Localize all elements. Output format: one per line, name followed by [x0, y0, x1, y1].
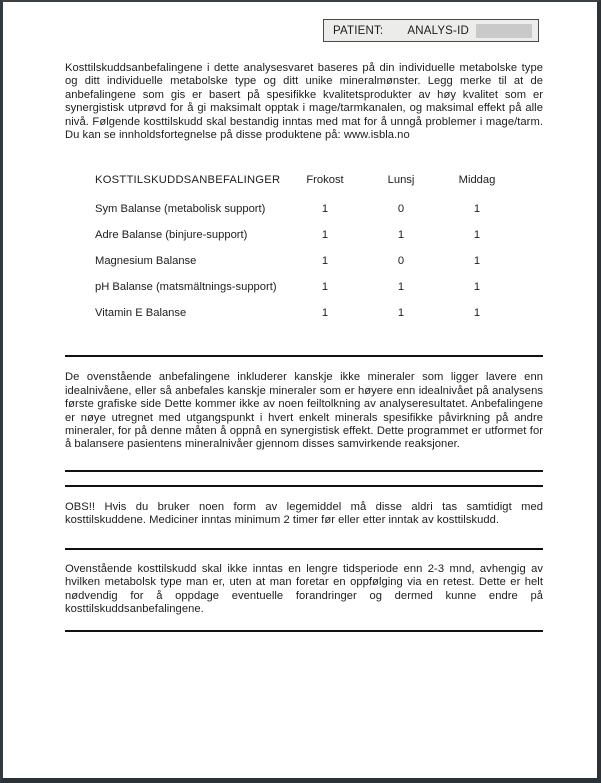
- value-middag: 1: [473, 307, 481, 320]
- table-row: [95, 229, 515, 255]
- spacer: [65, 452, 543, 470]
- spacer: [65, 319, 543, 355]
- value-frokost: 1: [321, 281, 329, 294]
- analys-id-redaction: [476, 24, 532, 38]
- value-lunsj: 1: [397, 307, 405, 320]
- table-header-row: [95, 174, 515, 203]
- spacer: [65, 528, 543, 548]
- column-header-lunsj: Lunsj: [387, 174, 415, 187]
- supplement-name: Vitamin E Balanse: [95, 307, 187, 320]
- spacer: [65, 472, 543, 485]
- table-row: [95, 255, 515, 281]
- spacer: [65, 487, 543, 501]
- patient-id-box: [323, 19, 539, 42]
- supplement-name: Adre Balanse (binjure-support): [95, 229, 248, 242]
- document-header: [3, 19, 597, 42]
- spacer: [65, 616, 543, 630]
- recommendations-table: [95, 174, 515, 319]
- duration-paragraph: Ovenstående kosttilskudd skal ikke inntas en lengre tidsperiode enn 2-3 mnd, avhengig av hvilken metabolsk type man er, uten at man foretar en oppfølging via en retest. Dette er helt nødvendig for å oppdage eventuelle forandringer og dermed kunne endre på kosttilskuddsanbefalingene.: [65, 562, 543, 615]
- spacer: [65, 357, 543, 371]
- document-body: [65, 62, 543, 632]
- minerals-paragraph: De ovenstående anbefalingene inkluderer kanskje ikke mineraler som ligger lavere enn idealnivåene, eller så anbefales kanskje mineraler som er høyere enn idealnivået på analysens første grafiske side Dette kommer ikke av noen feiltolkning av analyseresultatet. Anbefalingene er nøye utregnet med utgangspunkt i hvert enkelt minerals spesifikke påvirkning på andre mineraler, for på denne måten å oppnå en synergistisk effekt. Dette programmet er utformet for å balansere pasientens mineralnivåer gjennom disses samvirkende reaksjoner.: [65, 371, 543, 451]
- spacer: [65, 550, 543, 563]
- supplement-name: Magnesium Balanse: [95, 255, 197, 268]
- recommendations-table-wrap: [95, 174, 515, 319]
- value-frokost: 1: [321, 255, 329, 268]
- value-frokost: 1: [321, 229, 329, 242]
- value-frokost: 1: [321, 307, 329, 320]
- value-lunsj: 1: [397, 229, 405, 242]
- supplement-name: pH Balanse (matsmältnings-support): [95, 281, 277, 294]
- column-header-frokost: Frokost: [306, 174, 344, 187]
- value-middag: 1: [473, 255, 481, 268]
- value-lunsj: 1: [397, 281, 405, 294]
- value-middag: 1: [473, 203, 481, 216]
- table-row: [95, 307, 515, 319]
- warning-paragraph: OBS!! Hvis du bruker noen form av legemiddel må disse aldri tas samtidigt med kosttilskuddene. Mediciner inntas minimum 2 timer før eller etter inntak av kosttilskudd.: [65, 500, 543, 527]
- analys-id-label: ANALYS-ID: [407, 24, 469, 37]
- section-divider-4: [65, 630, 543, 632]
- value-middag: 1: [473, 229, 481, 242]
- table-row: [95, 203, 515, 229]
- table-row: [95, 281, 515, 307]
- value-lunsj: 0: [397, 255, 405, 268]
- value-lunsj: 0: [397, 203, 405, 216]
- patient-label: PATIENT:: [332, 24, 384, 37]
- column-header-recommendations: KOSTTILSKUDDSANBEFALINGER: [95, 174, 281, 187]
- supplement-name: Sym Balanse (metabolisk support): [95, 203, 266, 216]
- value-frokost: 1: [321, 203, 329, 216]
- intro-paragraph: Kosttilskuddsanbefalingene i dette analysesvaret baseres på din individuelle metabolske type og ditt individuelle metabolske type og ditt unike mineralmønster. Legg merke til at de anbefalingene som gis er basert på spesifikke kvalitetsprodukter av høy kvalitet som er synergistisk utprøvd for å gi maksimalt opptak i mage/tarmkanalen, og maksimal effekt på alle nivå. Følgende kosttilskudd skal bestandig inntas med mat for å unngå problemer i mage/tarm. Du kan se innholdsfortegnelse på disse produktene på: www.isbla.no: [65, 62, 543, 142]
- value-middag: 1: [473, 281, 481, 294]
- column-header-middag: Middag: [458, 174, 496, 187]
